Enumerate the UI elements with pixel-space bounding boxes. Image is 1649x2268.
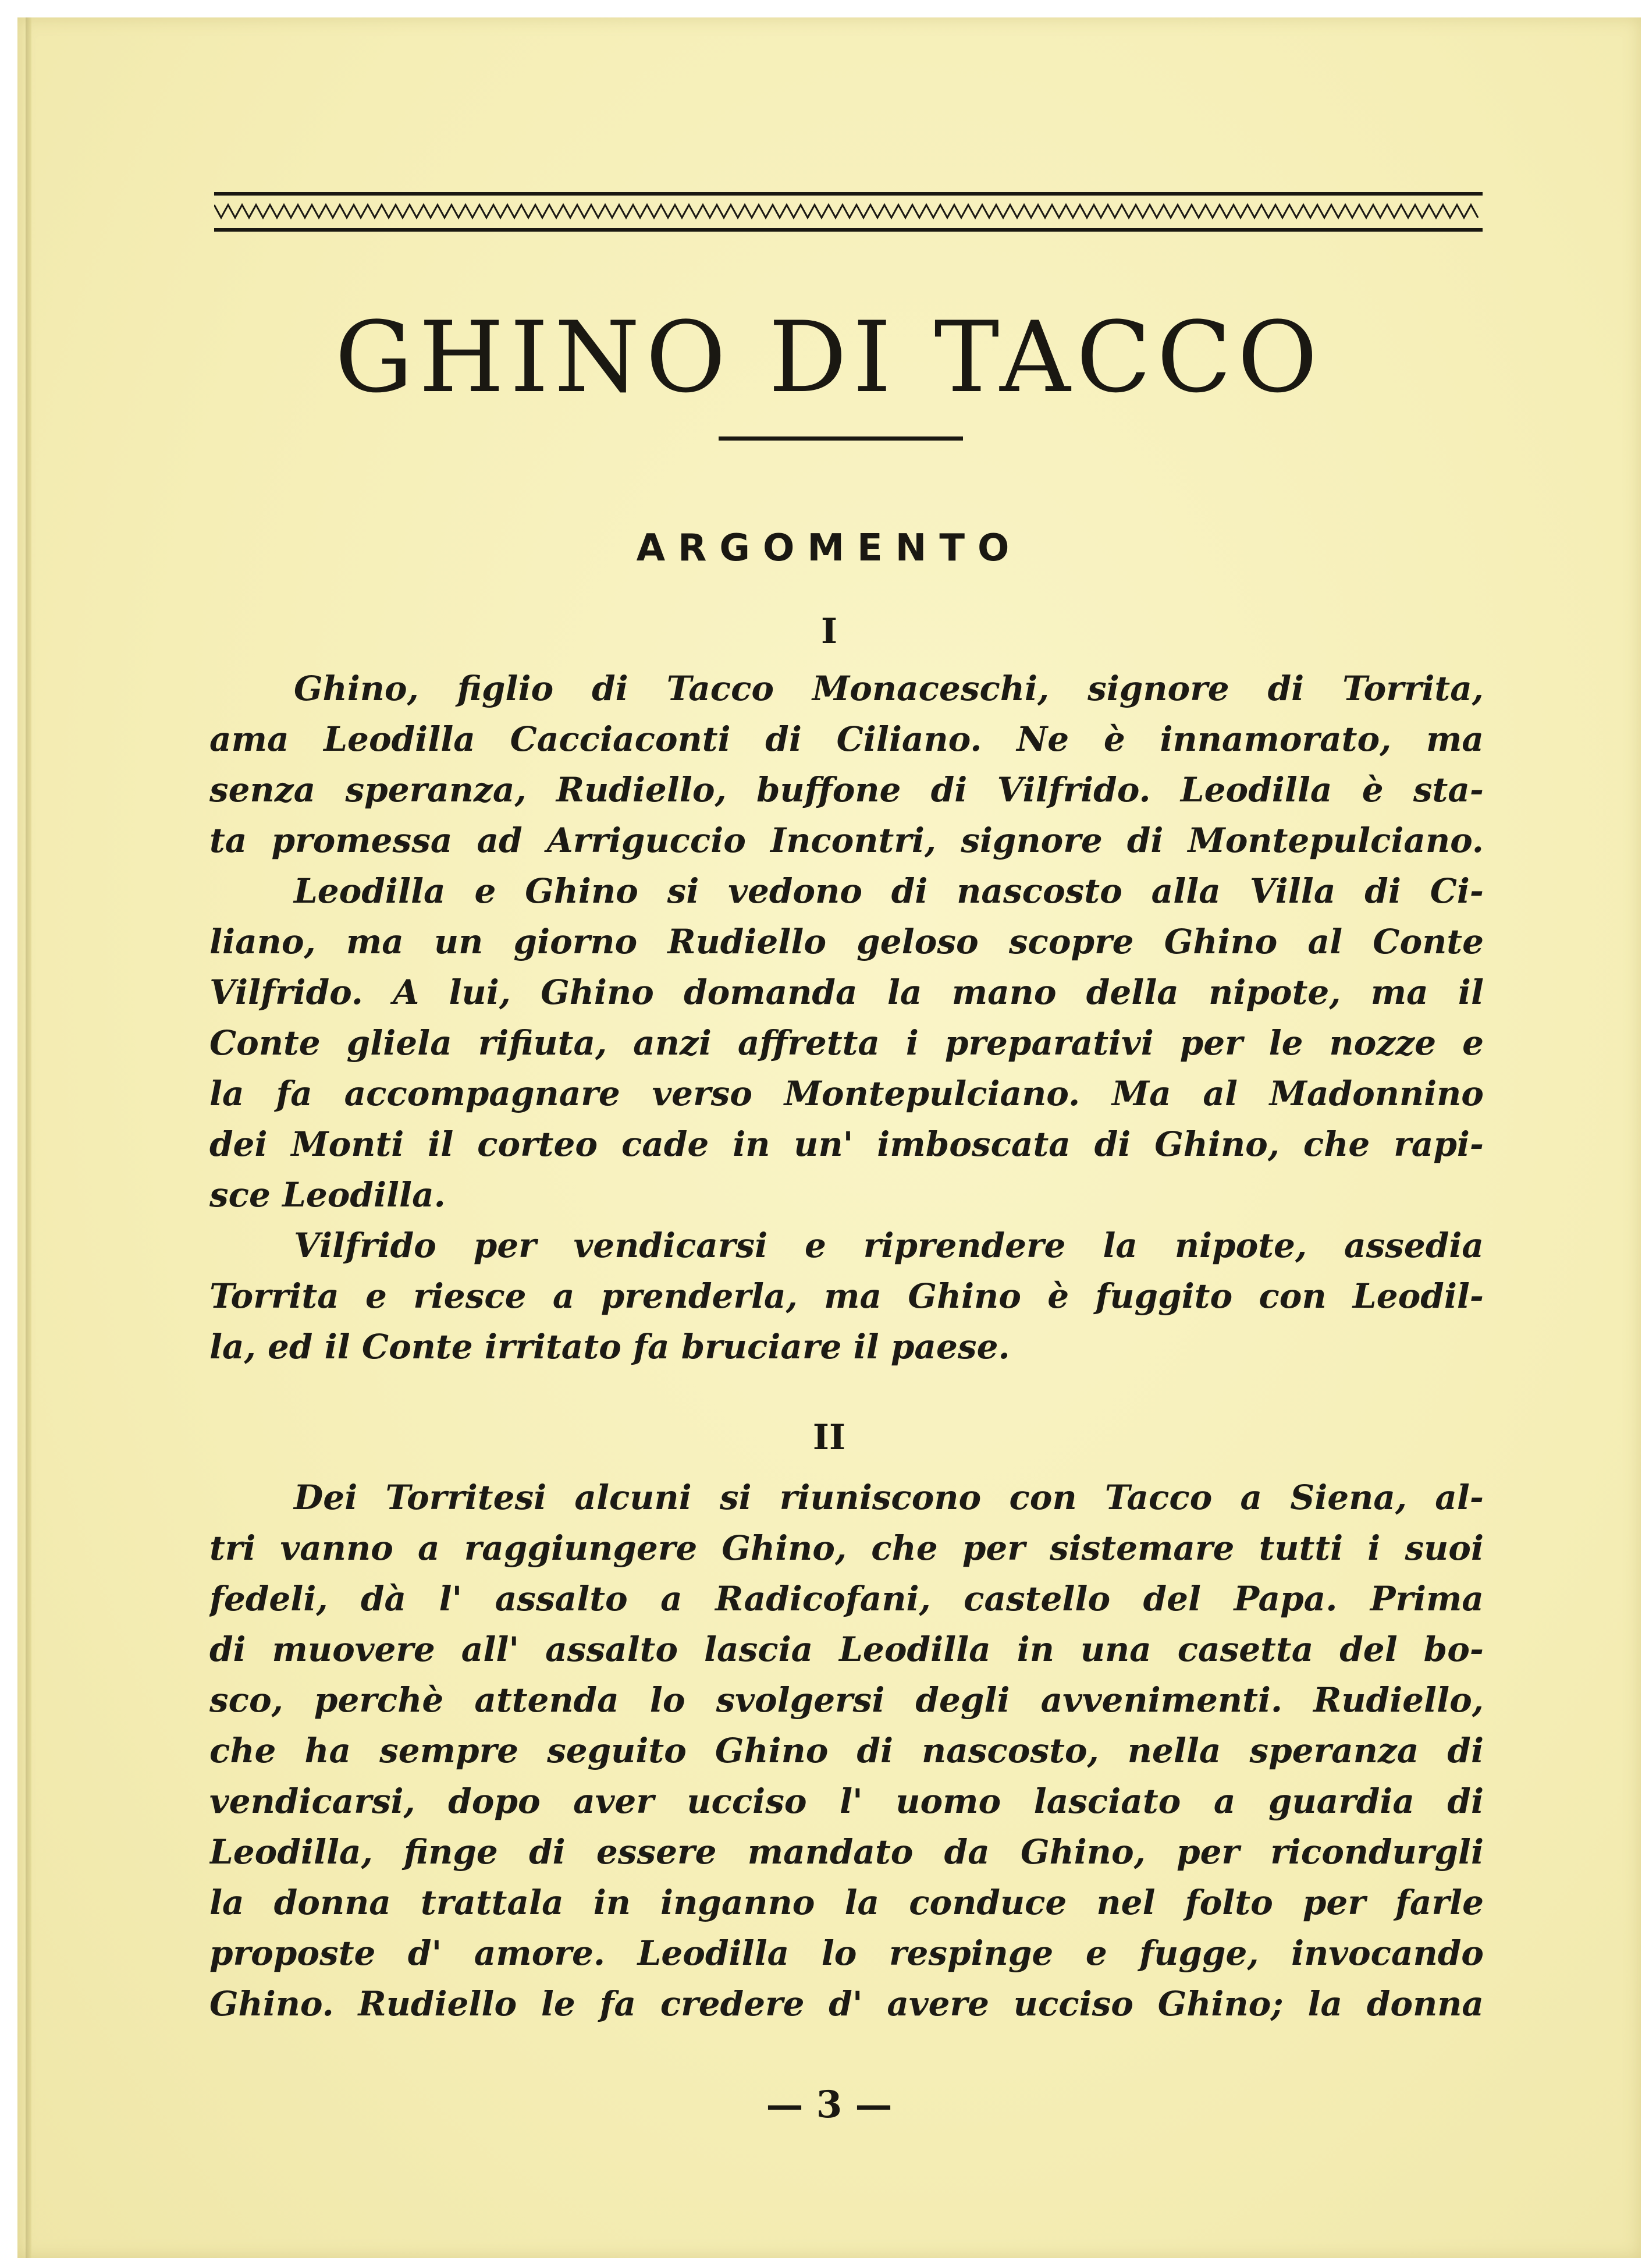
text-line: la, ed il Conte irritato fa bruciare il paese. xyxy=(209,1327,1010,1367)
text-line: Vilfrido per vendicarsi e riprendere la nipote, assedia xyxy=(294,1226,1484,1265)
section-heading-argomento: ARGOMENTO xyxy=(636,527,1022,570)
text-line: che ha sempre seguito Ghino di nascosto, nella speranza di xyxy=(209,1731,1484,1770)
section-number-1: I xyxy=(820,611,838,652)
text-line: ama Leodilla Cacciaconti di Ciliano. Ne è innamorato, ma xyxy=(209,719,1484,759)
book-page xyxy=(17,17,1641,2258)
text-line: tri vanno a raggiungere Ghino, che per sistemare tutti i suoi xyxy=(209,1528,1484,1568)
section-number-2: II xyxy=(812,1417,846,1458)
text-line: sce Leodilla. xyxy=(209,1175,446,1215)
text-line: vendicarsi, dopo aver ucciso l' uomo lasciato a guardia di xyxy=(209,1781,1484,1821)
text-line: senza speranza, Rudiello, buffone di Vilfrido. Leodilla è sta- xyxy=(209,770,1484,810)
text-line: ta promessa ad Arriguccio Incontri, signore di Montepulciano. xyxy=(209,821,1484,860)
text-line: Dei Torritesi alcuni si riuniscono con Tacco a Siena, al- xyxy=(294,1478,1484,1517)
page-number: — 3 — xyxy=(766,2083,893,2127)
text-line: la fa accompagnare verso Montepulciano. Ma al Madonnino xyxy=(209,1074,1484,1113)
text-line: fedeli, dà l' assalto a Radicofani, castello del Papa. Prima xyxy=(209,1579,1484,1619)
page-title: GHINO DI TACCO xyxy=(335,300,1324,414)
section-2-text xyxy=(209,1472,1484,2029)
text-line: Ghino, figlio di Tacco Monaceschi, signore di Torrita, xyxy=(294,669,1484,708)
text-line: Vilfrido. A lui, Ghino domanda la mano della nipote, ma il xyxy=(209,972,1484,1012)
text-line: Conte gliela rifiuta, anzi affretta i preparativi per le nozze e xyxy=(209,1023,1484,1063)
text-line: Leodilla, finge di essere mandato da Ghino, per ricondurgli xyxy=(209,1832,1484,1872)
text-line: sco, perchè attenda lo svolgersi degli avvenimenti. Rudiello, xyxy=(209,1680,1484,1720)
title-underline xyxy=(719,436,963,441)
ornamental-header-rule xyxy=(214,192,1483,239)
text-line: Ghino. Rudiello le fa credere d' avere ucciso Ghino; la donna xyxy=(209,1984,1484,2024)
section-1-text xyxy=(209,663,1484,1372)
text-line: di muovere all' assalto lascia Leodilla in una casetta del bo- xyxy=(209,1630,1484,1669)
text-line: la donna trattala in inganno la conduce nel folto per farle xyxy=(209,1883,1484,1922)
text-line: Leodilla e Ghino si vedono di nascosto alla Villa di Ci- xyxy=(294,871,1484,911)
text-line: Torrita e riesce a prenderla, ma Ghino è fuggito con Leodil- xyxy=(209,1276,1484,1316)
text-line: proposte d' amore. Leodilla lo respinge e fugge, invocando xyxy=(209,1933,1484,1973)
text-line: liano, ma un giorno Rudiello geloso scopre Ghino al Conte xyxy=(209,922,1484,961)
text-line: dei Monti il corteo cade in un' imboscata di Ghino, che rapi- xyxy=(209,1124,1484,1164)
